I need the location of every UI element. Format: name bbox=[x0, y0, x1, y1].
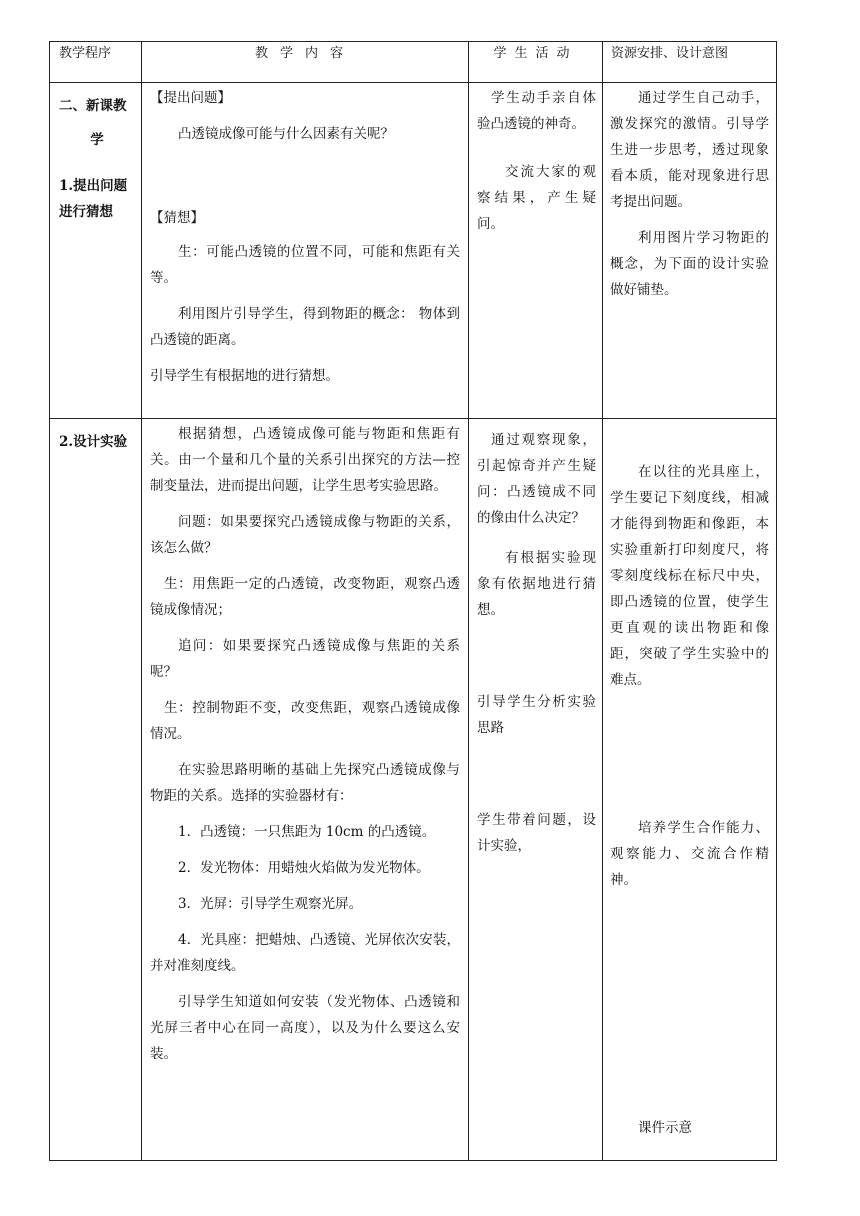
program-step-2: 2.设计实验 bbox=[59, 434, 128, 450]
content-p4: 追问：如果要探究凸透镜成像与焦距的关系呢？ bbox=[150, 638, 460, 680]
content-p2: 问题：如果要探究凸透镜成像与物距的关系，该怎么做？ bbox=[150, 514, 460, 556]
lesson-plan-table bbox=[49, 41, 777, 1161]
header-row bbox=[50, 42, 777, 83]
student-activity-5: 引导学生分析实验思路 bbox=[477, 694, 596, 736]
resource-3: 在以往的光具座上，学生要记下刻度线，相减才能得到物距和像距，本实验重新打印刻度尺，将零刻度线标在标尺中央，即凸透镜的位置，使学生更直观的读出物距和像距，突破了学生实验中的难点。 bbox=[610, 464, 769, 688]
tag-guess: 【猜想】 bbox=[150, 210, 204, 226]
resource-2: 利用图片学习物距的概念，为下面的设计实验做好铺垫。 bbox=[610, 230, 769, 298]
equipment-light-source: 2．发光物体：用蜡烛火焰做为发光物体。 bbox=[178, 860, 430, 876]
question-text: 凸透镜成像可能与什么因素有关呢？ bbox=[178, 126, 394, 142]
header-resource: 资源安排、设计意图 bbox=[603, 42, 777, 83]
student-activity-4: 有根据实验现象有依据地进行猜想。 bbox=[477, 550, 596, 618]
student-activity-1: 学生动手亲自体验凸透镜的神奇。 bbox=[477, 90, 596, 132]
row-design-experiment bbox=[50, 419, 777, 1161]
object-distance-text: 利用图片引导学生，得到物距的概念： 物体到凸透镜的距离。 bbox=[150, 306, 460, 348]
program-step-1b: 进行猜想 bbox=[59, 204, 113, 220]
program-section-title-2: 学 bbox=[90, 132, 104, 148]
header-content: 教学内容 bbox=[142, 42, 469, 83]
content-p11: 引导学生知道如何安装（发光物体、凸透镜和光屏三者中心在同一高度），以及为什么要这么安装。 bbox=[150, 994, 460, 1062]
student-activity-6: 学生带着问题，设计实验， bbox=[477, 812, 596, 854]
student-activity-3: 通过观察现象，引起惊奇并产生疑问：凸透镜成不同的像由什么决定？ bbox=[477, 432, 596, 526]
row-raise-question bbox=[50, 83, 777, 419]
student-cell-2 bbox=[469, 419, 603, 1161]
guess-text: 生：可能凸透镜的位置不同，可能和焦距有关等。 bbox=[150, 244, 460, 286]
content-cell-2 bbox=[142, 419, 469, 1161]
resource-5: 课件示意 bbox=[638, 1120, 692, 1136]
guide-text: 引导学生有根据地的进行猜想。 bbox=[150, 368, 339, 384]
resource-1: 通过学生自己动手，激发探究的激情。引导学生进一步思考，透过现象看本质，能对现象进行思考提出问题。 bbox=[610, 90, 769, 210]
content-p6: 在实验思路明晰的基础上先探究凸透镜成像与物距的关系。选择的实验器材有： bbox=[150, 762, 460, 804]
header-student-activity: 学生活动 bbox=[469, 42, 603, 83]
equipment-screen: 3．光屏：引导学生观察光屏。 bbox=[178, 896, 363, 912]
student-activity-2: 交流大家的观察结果，产生疑问。 bbox=[477, 164, 596, 232]
program-cell-2 bbox=[50, 419, 142, 1161]
program-section-title: 二、新课教 bbox=[59, 98, 127, 114]
content-cell-1 bbox=[142, 83, 469, 419]
program-cell-1 bbox=[50, 83, 142, 419]
student-cell-1 bbox=[469, 83, 603, 419]
resource-4: 培养学生合作能力、观察能力、交流合作精神。 bbox=[610, 820, 769, 888]
equipment-lens: 1．凸透镜：一只焦距为 10cm 的凸透镜。 bbox=[178, 824, 436, 840]
resource-cell-1 bbox=[603, 83, 777, 419]
content-p1: 根据猜想，凸透镜成像可能与物距和焦距有关。由一个量和几个量的关系引出探究的方法—控制变量法，进而提出问题，让学生思考实验思路。 bbox=[150, 426, 460, 494]
equipment-optical-bench: 4．光具座：把蜡烛、凸透镜、光屏依次安装，并对准刻度线。 bbox=[150, 932, 460, 974]
program-step-1: 1.提出问题 bbox=[59, 178, 128, 194]
tag-raise-question: 【提出问题】 bbox=[150, 90, 231, 106]
content-p3: 生：用焦距一定的凸透镜，改变物距，观察凸透镜成像情况； bbox=[150, 576, 460, 618]
resource-cell-2 bbox=[603, 419, 777, 1161]
header-program: 教学程序 bbox=[50, 42, 142, 83]
content-p5: 生：控制物距不变，改变焦距，观察凸透镜成像情况。 bbox=[150, 700, 460, 742]
